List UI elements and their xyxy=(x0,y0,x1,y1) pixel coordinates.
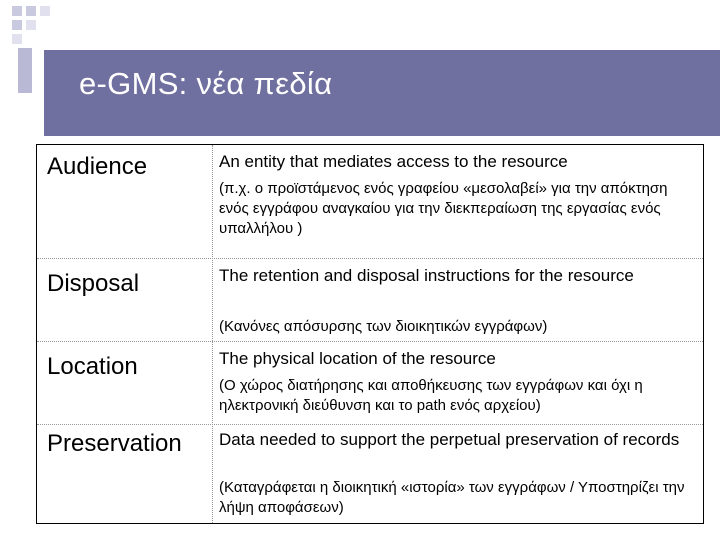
term-preservation: Preservation xyxy=(47,430,182,457)
term-audience: Audience xyxy=(47,153,148,180)
term-location: Location xyxy=(47,353,138,380)
definition-audience: An entity that mediates access to the resource xyxy=(219,152,568,171)
definition-disposal: The retention and disposal instructions for the resource xyxy=(219,266,634,285)
definition-location: The physical location of the resource xyxy=(219,349,496,368)
slide-title: e-GMS: νέα πεδία xyxy=(79,66,333,101)
note-disposal: (Κανόνες απόσυρσης των διοικητικών εγγράφων) xyxy=(219,318,548,335)
note-audience: (π.χ. ο προϊστάμενος ενός γραφείου «μεσολαβεί» για την απόκτηση ενός εγγράφου αναγκαίου για την διεκπεραίωση της εργασίας ενός υπαλλήλου ) xyxy=(219,180,668,237)
column-divider xyxy=(212,145,213,523)
note-location: (Ο χώρος διατήρησης και αποθήκευσης των εγγράφων και όχι η ηλεκτρονική διεύθυνση και το path ενός αρχείου) xyxy=(219,377,643,414)
row-divider xyxy=(37,341,703,342)
left-accent-bar xyxy=(18,48,32,93)
definition-preservation: Data needed to support the perpetual preservation of records xyxy=(219,430,680,449)
metadata-table xyxy=(36,144,704,524)
row-divider xyxy=(37,424,703,425)
title-band-notch xyxy=(38,48,44,136)
term-disposal: Disposal xyxy=(47,270,140,297)
note-preservation: (Καταγράφεται η διοικητική «ιστορία» των εγγράφων / Υποστηρίζει την λήψη αποφάσεων) xyxy=(219,479,685,516)
row-divider xyxy=(37,258,703,259)
